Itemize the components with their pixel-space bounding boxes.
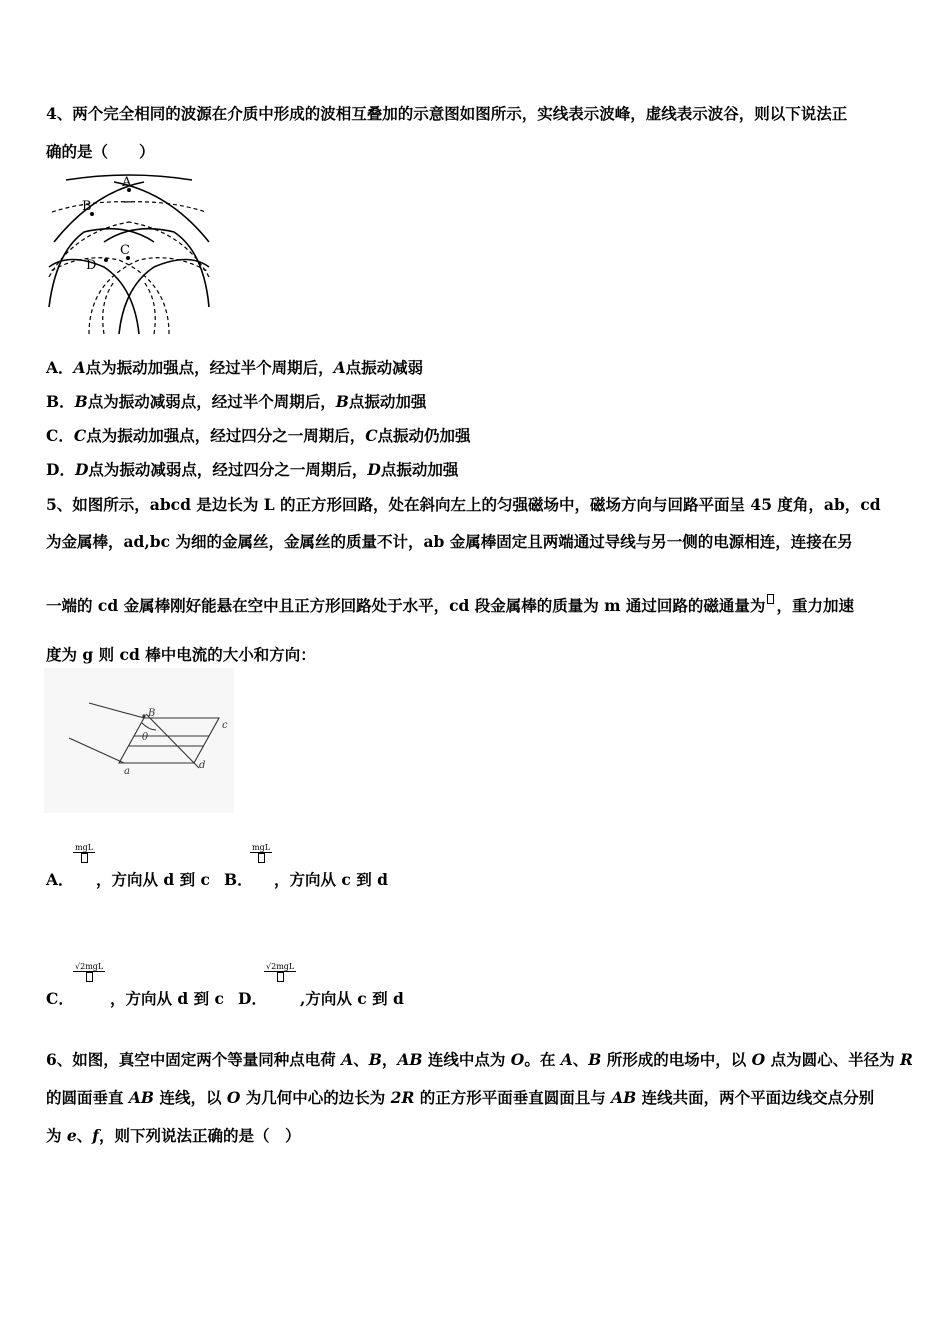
- flux-symbol-placeholder: [86, 972, 93, 982]
- q5-option-b-fraction: mgL: [250, 843, 272, 863]
- q4-option-a[interactable]: A．A点为振动加强点，经过半个周期后，A点振动减弱: [46, 358, 424, 377]
- label-a: A: [122, 175, 132, 190]
- flux-symbol-placeholder: [81, 853, 88, 863]
- label-d: d: [199, 760, 206, 771]
- q5-option-c-fraction: √2mgL: [73, 962, 105, 982]
- q6-stem-line2: 的圆面垂直 AB 连线，以 O 为几何中心的边长为 2R 的正方形平面垂直圆面且与 AB 连线共面，两个平面边线交点分别: [46, 1088, 875, 1107]
- q5-option-b-letter[interactable]: B．: [224, 870, 253, 889]
- q5-option-b-text: ，方向从 c 到 d: [274, 870, 388, 889]
- label-c: C: [120, 243, 130, 258]
- q5-stem-line3: 一端的 cd 金属棒刚好能悬在空中且正方形回路处于水平，cd 段金属棒的质量为 m 通过回路的磁通量为 ，重力加速: [46, 596, 854, 615]
- flux-symbol-placeholder: [277, 972, 284, 982]
- trough-arc: [124, 202, 206, 212]
- q5-stem-line2: 为金属棒，ad,bc 为细的金属丝，金属丝的质量不计，ab 金属棒固定且两端通过导线与另一侧的电源相连，连接在另: [46, 532, 853, 551]
- q5-option-c-letter[interactable]: C．: [46, 989, 74, 1008]
- label-a: a: [124, 766, 130, 777]
- q6-stem-line1: 6、如图，真空中固定两个等量同种点电荷 A、B，AB 连线中点为 O。在 A、B 所形成的电场中，以 O 点为圆心、半径为 R: [46, 1050, 913, 1069]
- q6-stem-line3: 为 e、f，则下列说法正确的是（ ）: [46, 1126, 301, 1145]
- trough-arc: [103, 282, 114, 334]
- q5-stem-line4: 度为 g 则 cd 棒中电流的大小和方向：: [46, 645, 316, 664]
- trough-arc: [144, 282, 155, 334]
- flux-symbol-placeholder: [767, 594, 774, 604]
- crest-arc: [119, 260, 209, 335]
- q5-stem-line1: 5、如图所示，abcd 是边长为 L 的正方形回路，处在斜向左上的匀强磁场中，磁场方向与回路平面呈 45 度角，ab，cd: [46, 495, 881, 514]
- label-field-b: B: [148, 708, 156, 719]
- label-theta: θ: [142, 732, 149, 743]
- q4-option-d[interactable]: D．D点为振动减弱点，经过四分之一周期后，D点振动加强: [46, 460, 459, 479]
- flux-symbol-placeholder: [258, 853, 265, 863]
- q4-stem-line2: 确的是（ ）: [46, 142, 155, 161]
- q5-option-d-text: ,方向从 c 到 d: [300, 989, 404, 1008]
- q4-option-b[interactable]: B．B点为振动减弱点，经过半个周期后，B点振动加强: [46, 392, 427, 411]
- q5-option-a-fraction: mgL: [73, 843, 95, 863]
- wave-interference-figure: [44, 172, 219, 340]
- crest-arc: [104, 229, 209, 307]
- label-b: B: [82, 199, 92, 214]
- point-d-dot: [104, 258, 108, 262]
- q5-option-d-fraction: √2mgL: [264, 962, 296, 982]
- q4-stem-line1: 4、两个完全相同的波源在介质中形成的波相互叠加的示意图如图所示，实线表示波峰，虚线表示波谷，则以下说法正: [46, 104, 848, 123]
- trough-arc: [52, 202, 134, 212]
- square-loop-figure: [44, 668, 234, 813]
- q5-option-a-text: ，方向从 d 到 c: [96, 870, 210, 889]
- q5-option-a-letter[interactable]: A．: [46, 870, 74, 889]
- crest-arc: [49, 229, 154, 307]
- q5-option-c-text: ，方向从 d 到 c: [110, 989, 224, 1008]
- q4-option-c[interactable]: C．C点为振动加强点，经过四分之一周期后，C点振动仍加强: [46, 426, 471, 445]
- q5-option-d-letter[interactable]: D．: [238, 989, 267, 1008]
- label-d: D: [86, 258, 97, 273]
- label-c: c: [222, 720, 228, 731]
